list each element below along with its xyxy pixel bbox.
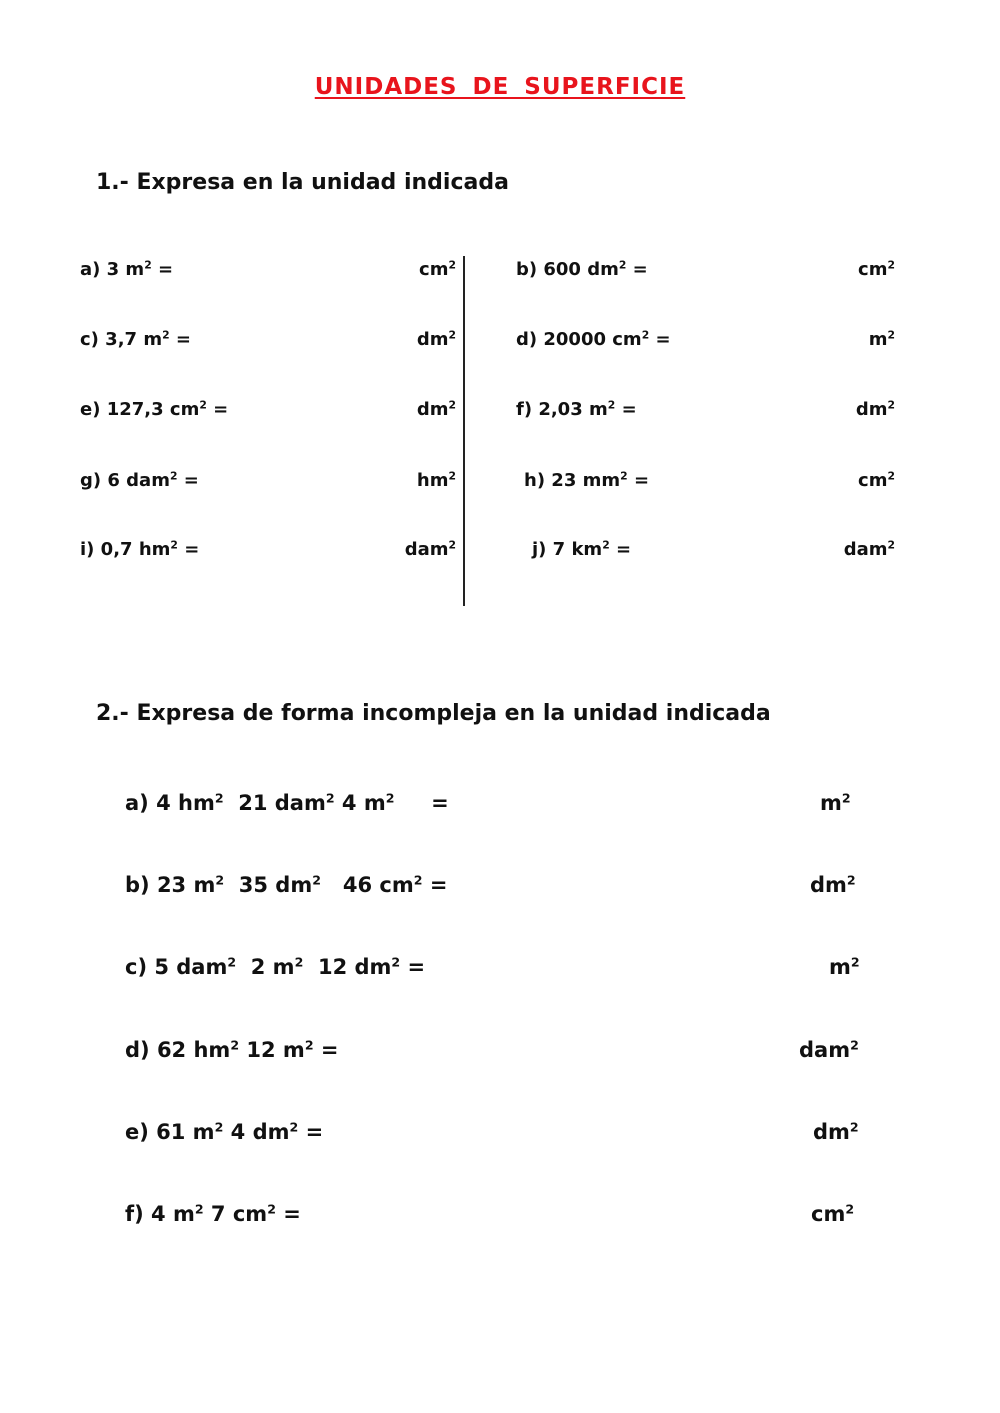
exponent-superscript: 2 [215, 872, 225, 888]
expression-value: j) 7 km [532, 539, 603, 560]
exponent-superscript: 2 [170, 538, 178, 552]
exponent-superscript: 2 [325, 790, 335, 806]
exponent-superscript: 2 [289, 1119, 299, 1135]
unit-label: cm [858, 470, 888, 491]
compound-expression [125, 1202, 301, 1226]
equals-sign: = [400, 955, 426, 979]
exercise-expression [80, 539, 199, 560]
equals-sign: = [183, 470, 199, 491]
equals-sign: = [422, 873, 448, 897]
exercise-expression [524, 470, 649, 491]
exponent-superscript: 2 [448, 398, 456, 412]
exercise-expression [516, 329, 671, 350]
equals-sign: = [655, 329, 671, 350]
unit-label: dam [843, 539, 888, 560]
target-unit [405, 539, 456, 560]
exponent-superscript: 2 [618, 258, 627, 272]
equals-sign: = [157, 259, 174, 280]
equals-sign: = [313, 1038, 339, 1062]
exponent-superscript: 2 [607, 398, 616, 412]
target-unit [419, 259, 456, 280]
target-unit [858, 470, 895, 491]
exponent-superscript: 2 [602, 538, 610, 552]
target-unit [869, 329, 895, 350]
exponent-superscript: 2 [194, 1201, 204, 1217]
compound-expression [125, 1038, 339, 1062]
exponent-superscript: 2 [448, 258, 456, 272]
unit-label: cm [811, 1202, 846, 1226]
exponent-superscript: 2 [214, 1119, 224, 1135]
exponent-superscript: 2 [162, 328, 170, 342]
exponent-superscript: 2 [850, 1037, 859, 1053]
unit-label: m [829, 955, 851, 979]
section-1-heading: 1.- Expresa en la unidad indicada [96, 170, 509, 195]
exponent-superscript: 2 [850, 954, 860, 970]
exponent-superscript: 2 [846, 872, 856, 888]
unit-label: dam [799, 1038, 851, 1062]
exponent-superscript: 2 [304, 1037, 314, 1053]
unit-label: m [868, 329, 888, 350]
expression-part: 46 cm [320, 873, 414, 897]
unit-label: dm [416, 399, 449, 420]
expression-part: 4 dm [223, 1120, 290, 1144]
target-unit [856, 399, 895, 420]
expression-value: d) 20000 cm [516, 329, 642, 350]
expression-part: e) 61 m [125, 1120, 215, 1144]
compound-expression [125, 873, 447, 897]
unit-label: dm [416, 329, 449, 350]
exponent-superscript: 2 [887, 258, 895, 272]
compound-expression [125, 791, 449, 815]
expression-value: i) 0,7 hm [80, 539, 171, 560]
equals-sign: = [615, 539, 632, 560]
exercise-expression [532, 539, 631, 560]
expression-value: c) 3,7 m [80, 329, 163, 350]
exponent-superscript: 2 [448, 328, 456, 342]
equals-sign: = [621, 399, 637, 420]
exercise-expression [80, 259, 173, 280]
equals-sign: = [298, 1120, 324, 1144]
exercise-expression [80, 470, 199, 491]
exponent-superscript: 2 [214, 790, 224, 806]
exponent-superscript: 2 [391, 954, 401, 970]
page-title: UNIDADES DE SUPERFICIE [314, 74, 686, 100]
unit-label: dm [810, 873, 847, 897]
unit-label: dm [813, 1120, 850, 1144]
target-unit [417, 329, 456, 350]
exponent-superscript: 2 [887, 469, 895, 483]
expression-value: a) 3 m [80, 259, 145, 280]
compound-expression [125, 1120, 323, 1144]
exercise-expression [80, 329, 191, 350]
exponent-superscript: 2 [413, 872, 423, 888]
expression-part: 4 m [334, 791, 386, 815]
exponent-superscript: 2 [385, 790, 395, 806]
expression-part: 12 m [239, 1038, 305, 1062]
exponent-superscript: 2 [849, 1119, 859, 1135]
exponent-superscript: 2 [144, 258, 152, 272]
equals-sign: = [633, 470, 650, 491]
equals-sign: = [213, 399, 229, 420]
equals-sign: = [394, 791, 449, 815]
exponent-superscript: 2 [887, 538, 895, 552]
target-unit [820, 791, 851, 815]
section-2-heading: 2.- Expresa de forma incompleja en la unidad indicada [96, 701, 771, 726]
exponent-superscript: 2 [887, 398, 895, 412]
unit-label: dam [404, 539, 449, 560]
exercise-expression [516, 259, 648, 280]
expression-part: f) 4 m [125, 1202, 195, 1226]
expression-part: 35 dm [224, 873, 313, 897]
target-unit [810, 873, 856, 897]
unit-label: dm [855, 399, 888, 420]
equals-sign: = [632, 259, 648, 280]
unit-label: cm [858, 259, 888, 280]
exponent-superscript: 2 [267, 1201, 276, 1217]
expression-value: h) 23 mm [524, 470, 621, 491]
expression-part: a) 4 hm [125, 791, 215, 815]
expression-value: g) 6 dam [80, 470, 170, 491]
exponent-superscript: 2 [199, 398, 207, 412]
unit-label: m [820, 791, 842, 815]
compound-expression [125, 955, 425, 979]
target-unit [829, 955, 860, 979]
exponent-superscript: 2 [448, 538, 456, 552]
target-unit [813, 1120, 859, 1144]
expression-part: 12 dm [303, 955, 392, 979]
expression-value: b) 600 dm [516, 259, 619, 280]
exercise-expression [516, 399, 637, 420]
target-unit [417, 399, 456, 420]
exponent-superscript: 2 [641, 328, 650, 342]
equals-sign: = [275, 1202, 301, 1226]
target-unit [799, 1038, 859, 1062]
unit-label: hm [416, 470, 449, 491]
expression-part: 2 m [236, 955, 295, 979]
exponent-superscript: 2 [841, 790, 851, 806]
equals-sign: = [175, 329, 191, 350]
target-unit [844, 539, 895, 560]
expression-value: e) 127,3 cm [80, 399, 200, 420]
expression-part: b) 23 m [125, 873, 216, 897]
exponent-superscript: 2 [845, 1201, 855, 1217]
exponent-superscript: 2 [887, 328, 895, 342]
expression-part: c) 5 dam [125, 955, 228, 979]
exercise-expression [80, 399, 228, 420]
exponent-superscript: 2 [448, 469, 456, 483]
unit-label: cm [419, 259, 449, 280]
exponent-superscript: 2 [230, 1037, 240, 1053]
expression-part: d) 62 hm [125, 1038, 231, 1062]
expression-part: 7 cm [203, 1202, 268, 1226]
expression-part: 21 dam [223, 791, 326, 815]
equals-sign: = [184, 539, 200, 560]
target-unit [858, 259, 895, 280]
target-unit [417, 470, 456, 491]
exponent-superscript: 2 [294, 954, 304, 970]
exponent-superscript: 2 [312, 872, 321, 888]
exponent-superscript: 2 [620, 469, 628, 483]
exponent-superscript: 2 [227, 954, 237, 970]
expression-value: f) 2,03 m [516, 399, 608, 420]
exponent-superscript: 2 [169, 469, 178, 483]
column-divider [463, 256, 465, 606]
target-unit [811, 1202, 854, 1226]
